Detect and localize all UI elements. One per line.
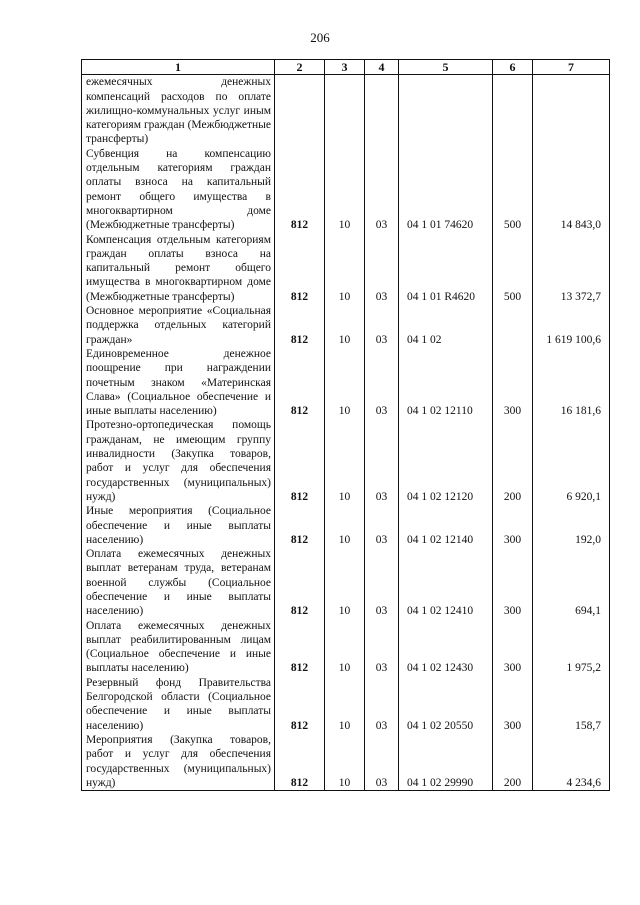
section-code: 10 — [325, 504, 365, 547]
table-row — [82, 547, 610, 618]
expense-type-code: 200 — [493, 418, 533, 504]
subsection-code — [365, 75, 399, 147]
target-article-code — [399, 75, 493, 147]
header-row — [82, 60, 610, 75]
section-code: 10 — [325, 619, 365, 676]
amount: 1 619 100,6 — [533, 304, 610, 347]
amount: 14 843,0 — [533, 147, 610, 233]
expense-type-code: 500 — [493, 147, 533, 233]
item-name: Оплата ежемесячных денежных выплат ветеранам труда, ветеранам военной службы (Социальное обеспечение и иные выплаты населению) — [82, 547, 275, 618]
target-article-code: 04 1 02 29990 — [399, 733, 493, 791]
column-header: 3 — [325, 60, 365, 75]
table-row — [82, 619, 610, 676]
amount: 192,0 — [533, 504, 610, 547]
target-article-code: 04 1 02 12140 — [399, 504, 493, 547]
item-name: ежемесячных денежных компенсаций расходов по оплате жилищно-коммунальных услуг иным категориям граждан (Межбюджетные трансферты) — [82, 75, 275, 147]
target-article-code: 04 1 02 20550 — [399, 676, 493, 733]
ministry-code: 812 — [275, 504, 325, 547]
column-header: 1 — [82, 60, 275, 75]
expense-type-code: 300 — [493, 347, 533, 418]
table-row — [82, 347, 610, 418]
table-row — [82, 504, 610, 547]
column-header: 5 — [399, 60, 493, 75]
section-code: 10 — [325, 233, 365, 304]
item-name: Единовременное денежное поощрение при награждении почетным знаком «Материнская Слава» (Социальное обеспечение и иные выплаты населению) — [82, 347, 275, 418]
expense-type-code: 300 — [493, 676, 533, 733]
expense-type-code — [493, 304, 533, 347]
table-body — [82, 75, 610, 791]
item-name: Оплата ежемесячных денежных выплат реабилитированным лицам (Социальное обеспечение и иные выплаты населению) — [82, 619, 275, 676]
subsection-code: 03 — [365, 619, 399, 676]
target-article-code: 04 1 02 — [399, 304, 493, 347]
column-header: 4 — [365, 60, 399, 75]
ministry-code: 812 — [275, 147, 325, 233]
table-row — [82, 676, 610, 733]
section-code — [325, 75, 365, 147]
ministry-code: 812 — [275, 733, 325, 791]
table-row — [82, 733, 610, 791]
target-article-code: 04 1 02 12430 — [399, 619, 493, 676]
section-code: 10 — [325, 304, 365, 347]
expense-type-code: 300 — [493, 547, 533, 618]
item-name: Субвенция на компенсацию отдельным категориям граждан оплаты взноса на капитальный ремонт общего имущества в многоквартирном доме (Межбюджетные трансферты) — [82, 147, 275, 233]
item-name: Протезно-ортопедическая помощь гражданам, не имеющим группу инвалидности (Закупка товаров, работ и услуг для обеспечения государственных (муниципальных) нужд) — [82, 418, 275, 504]
ministry-code: 812 — [275, 676, 325, 733]
expense-type-code — [493, 75, 533, 147]
table-row — [82, 147, 610, 233]
amount: 694,1 — [533, 547, 610, 618]
ministry-code: 812 — [275, 304, 325, 347]
ministry-code: 812 — [275, 547, 325, 618]
amount: 4 234,6 — [533, 733, 610, 791]
target-article-code: 04 1 01 74620 — [399, 147, 493, 233]
ministry-code: 812 — [275, 233, 325, 304]
column-header: 6 — [493, 60, 533, 75]
expense-type-code: 500 — [493, 233, 533, 304]
subsection-code: 03 — [365, 147, 399, 233]
subsection-code: 03 — [365, 304, 399, 347]
subsection-code: 03 — [365, 233, 399, 304]
ministry-code: 812 — [275, 418, 325, 504]
subsection-code: 03 — [365, 504, 399, 547]
amount: 13 372,7 — [533, 233, 610, 304]
target-article-code: 04 1 02 12110 — [399, 347, 493, 418]
item-name: Резервный фонд Правительства Белгородской области (Социальное обеспечение и иные выплаты населению) — [82, 676, 275, 733]
section-code: 10 — [325, 147, 365, 233]
section-code: 10 — [325, 347, 365, 418]
subsection-code: 03 — [365, 547, 399, 618]
amount: 16 181,6 — [533, 347, 610, 418]
expense-type-code: 300 — [493, 504, 533, 547]
section-code: 10 — [325, 418, 365, 504]
item-name: Иные мероприятия (Социальное обеспечение и иные выплаты населению) — [82, 504, 275, 547]
target-article-code: 04 1 01 R4620 — [399, 233, 493, 304]
expense-type-code: 300 — [493, 619, 533, 676]
ministry-code: 812 — [275, 619, 325, 676]
item-name: Мероприятия (Закупка товаров, работ и услуг для обеспечения государственных (муниципальных) нужд) — [82, 733, 275, 791]
table-row — [82, 233, 610, 304]
expense-type-code: 200 — [493, 733, 533, 791]
item-name: Компенсация отдельным категориям граждан оплаты взноса на капитальный ремонт общего имущества в многоквартирном доме (Межбюджетные трансферты) — [82, 233, 275, 304]
subsection-code: 03 — [365, 676, 399, 733]
amount: 158,7 — [533, 676, 610, 733]
item-name: Основное мероприятие «Социальная поддержка отдельных категорий граждан» — [82, 304, 275, 347]
table-header — [82, 60, 610, 75]
ministry-code: 812 — [275, 347, 325, 418]
ministry-code — [275, 75, 325, 147]
table-row — [82, 304, 610, 347]
page-number: 206 — [310, 30, 330, 45]
target-article-code: 04 1 02 12410 — [399, 547, 493, 618]
target-article-code: 04 1 02 12120 — [399, 418, 493, 504]
budget-table — [81, 59, 610, 791]
amount — [533, 75, 610, 147]
section-code: 10 — [325, 547, 365, 618]
amount: 1 975,2 — [533, 619, 610, 676]
column-header: 7 — [533, 60, 610, 75]
section-code: 10 — [325, 733, 365, 791]
table-row — [82, 75, 610, 147]
amount: 6 920,1 — [533, 418, 610, 504]
column-header: 2 — [275, 60, 325, 75]
subsection-code: 03 — [365, 347, 399, 418]
section-code: 10 — [325, 676, 365, 733]
subsection-code: 03 — [365, 733, 399, 791]
table-row — [82, 418, 610, 504]
subsection-code: 03 — [365, 418, 399, 504]
